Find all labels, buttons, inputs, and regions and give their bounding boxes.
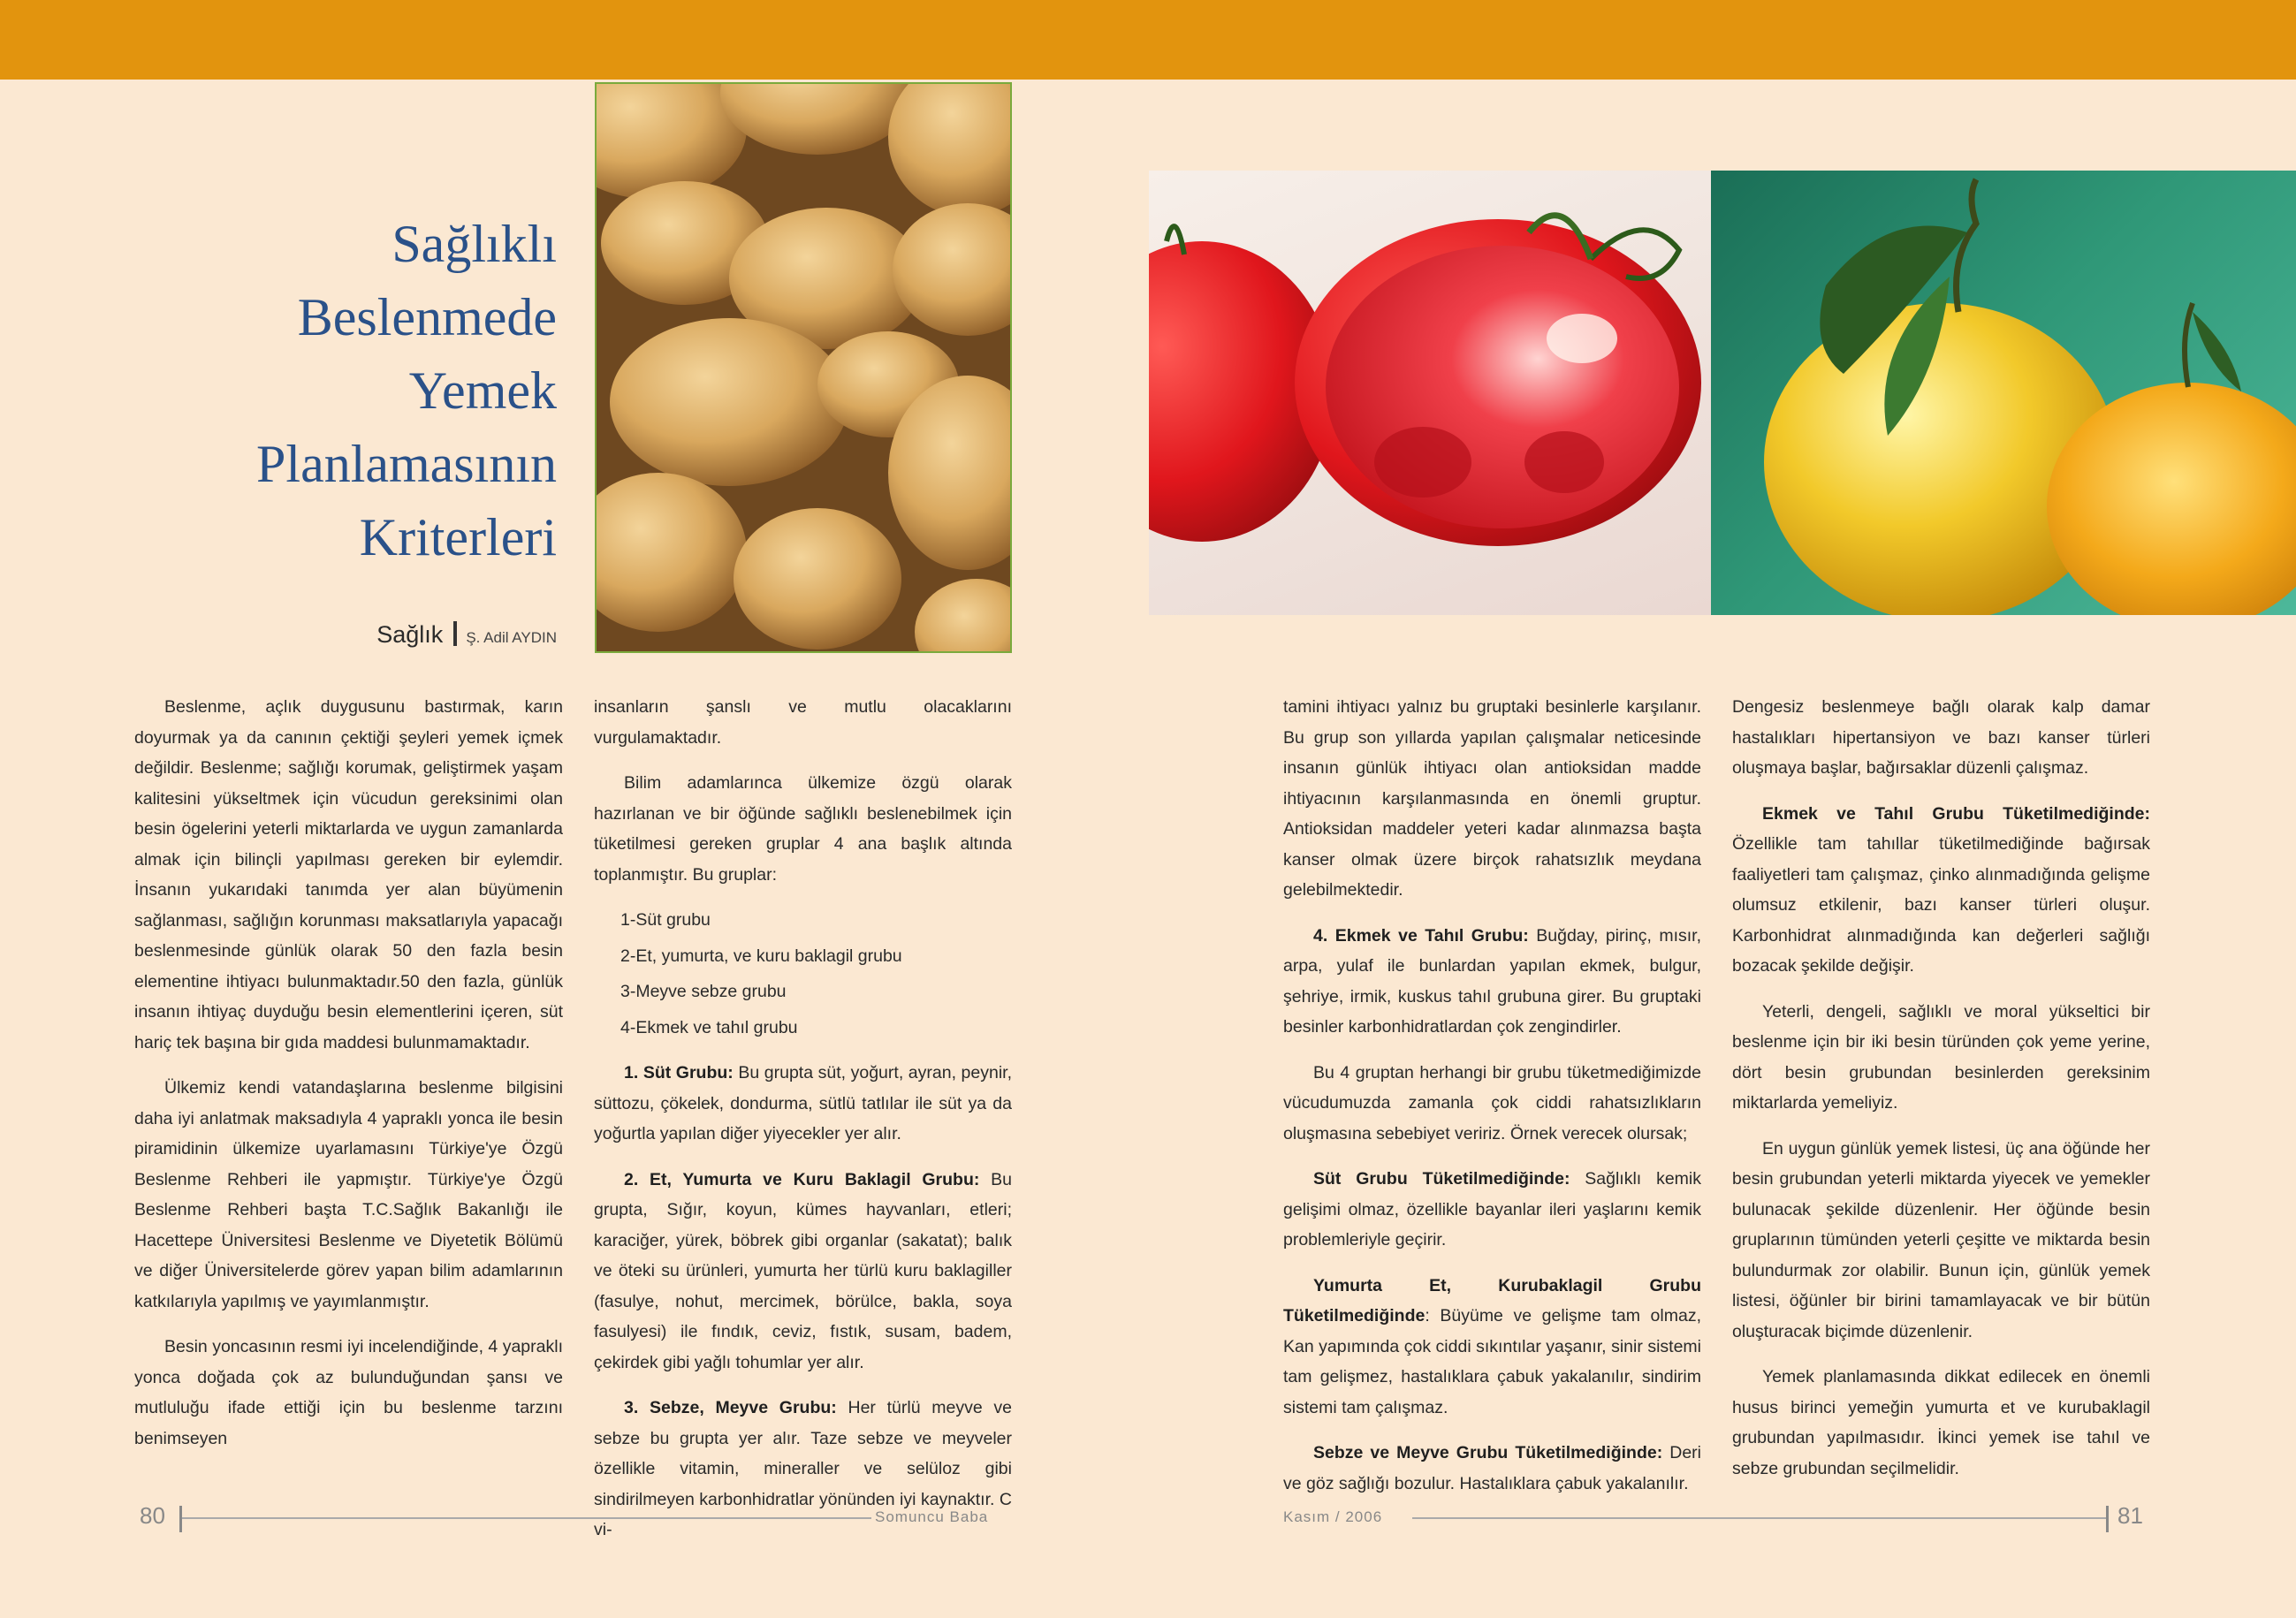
paragraph-text: Özellikle tam tahıllar tüketilmediğinde bağırsak faaliyetleri tam çalışmaz, çinko alınmadığında gelişme olumsuz etkilenir, bazı kanser türleri oluşur. Karbonhidrat alınmadığında kan değerleri sağlığı bozacak şekilde değişir.	[1732, 834, 2150, 976]
tomatoes-photo	[1149, 171, 1711, 615]
paragraph-text: Bu grupta süt, yoğurt, ayran, peynir, süttozu, çökelek, dondurma, sütlü tatlılar ile süt ya da yoğurtla yapılan diğer yiyecekler yer alır.	[594, 1063, 1013, 1143]
footer-rule	[182, 1517, 871, 1519]
top-color-bar	[0, 0, 2296, 80]
author-name: Ş. Adil AYDIN	[466, 629, 557, 646]
paragraph: En uygun günlük yemek listesi, üç ana öğünde her besin grubundan yeterli miktarda yiyecek ve yemekler bulunacak şekilde düzenlenir. Her öğünde besin gruplarının tümünden yeterli çeşitte ve miktarda besin bulundurmak zor olabilir. Bunun için, günlük yemek listesi, öğünler bir birini tamamlayacak ve bir bütün oluşturacak biçimde düzenlenir.	[1732, 1138, 2150, 1341]
text-column-3	[1283, 692, 1701, 1514]
text-column-2	[594, 692, 1012, 1561]
paragraph: Dengesiz beslenmeye bağlı olarak kalp damar hastalıkları hipertansiyon ve bazı kanser türleri oluşmaya başlar, bağırsaklar düzenli çalışmaz.	[1732, 697, 2150, 778]
article-title	[133, 208, 557, 574]
paragraph	[1732, 799, 2150, 982]
title-line: Planlamasının	[256, 435, 557, 493]
text-column-4	[1732, 692, 2150, 1499]
paragraph	[1283, 921, 1701, 1043]
text-column-1	[134, 692, 563, 1469]
byline-divider	[453, 621, 457, 646]
paragraph-text: Buğday, pirinç, mısır, arpa, yulaf ile bunlardan yapılan ekmek, bulgur, şehriye, irmik, kuskus tahıl grubuna girer. Bu gruptaki besinler karbonhidratlardan çok zengindirler.	[1283, 925, 1701, 1037]
paragraph-text: Sağlıklı kemik gelişimi olmaz, özellikle bayanlar ileri yaşlarını kemik problemleriyle geçirir.	[1283, 1169, 1701, 1250]
list-item: 1-Süt grubu	[620, 910, 711, 930]
paragraph	[1283, 1164, 1701, 1256]
paragraph: Bu 4 gruptan herhangi bir grubu tüketmediğimizde vücudumuzda zamanla çok ciddi rahatsızlıkların oluşmasına sebebiyet veririz. Örnek verecek olursak;	[1283, 1062, 1701, 1143]
byline	[265, 621, 557, 649]
paragraph	[1283, 1438, 1701, 1499]
paragraph: Bilim adamlarınca ülkemize özgü olarak hazırlanan ve bir öğünde sağlıklı beslenebilmek için tüketilmesi gereken gruplar 4 ana başlık altında toplanmıştır. Bu gruplar:	[594, 773, 1012, 885]
subheading: 4. Ekmek ve Tahıl Grubu:	[1313, 925, 1529, 946]
title-line: Yemek	[408, 361, 557, 420]
footer-divider	[179, 1506, 182, 1532]
issue-date: Kasım / 2006	[1283, 1508, 1383, 1525]
title-line: Kriterleri	[359, 508, 557, 566]
paragraph: Beslenme, açlık duygusunu bastırmak, karın doyurmak ya da canının çektiği şeyleri yemek içmek değildir. Beslenme; sağlığı korumak, geliştirmek yaşam kalitesini yükseltmek için vücudun gereksinimi olan besin ögelerini yeterli miktarlarda ve uygun zamanlarda almak için bilinçli yapılması gereken bir eylemdir. İnsanın yukarıdaki tanımda yer alan büyümenin sağlanması, sağlığın korunması maksatlarıyla yapacağı beslenmesinde günlük olarak 50 den fazla besin elementine ihtiyacı bulunmaktadır.50 den fazla, günlük insanın ihtiyaç duyduğu besin elementlerini içeren, süt hariç tek başına bir gıda maddesi bulunmamaktadır.	[134, 697, 563, 1052]
paragraph-text: : Büyüme ve gelişme tam olmaz, Kan yapımında çok ciddi sıkıntılar yaşanır, sinir sistemi tam gelişmez, hastalıklara çabuk yakalanılır, sindirim sistemi tam çalışmaz.	[1283, 1306, 1701, 1417]
title-line: Sağlıklı	[392, 215, 557, 273]
subheading: 1. Süt Grubu:	[624, 1063, 734, 1082]
left-page-number: 80	[140, 1502, 165, 1529]
title-line: Beslenmede	[297, 288, 557, 346]
list-item: 3-Meyve sebze grubu	[620, 982, 787, 1001]
subheading: Ekmek ve Tahıl Grubu Tüketilmediğinde:	[1762, 803, 2150, 824]
right-page-number: 81	[2117, 1502, 2143, 1529]
paragraph: tamini ihtiyacı yalnız bu gruptaki besinlerle karşılanır. Bu grup son yıllarda yapılan çalışmalar neticesinde insanın günlük ihtiyacı olan antioksidan madde ihtiyacının karşılanmasında en önemli gruptur. Antioksidan maddeler yeteri kadar alınmazsa başta kanser olmak üzere birçok rahatsızlık meydana gelebilmektedir.	[1283, 697, 1701, 900]
paragraph: Besin yoncasının resmi iyi incelendiğinde, 4 yapraklı yonca doğada çok az bulunduğundan şansı ve mutluluğu ifade ettiği için bu beslenme tarzını benimseyen	[134, 1337, 563, 1448]
paragraph-text: Her türlü meyve ve sebze bu grupta yer alır. Taze sebze ve meyveler özellikle vitamin, mineraller ve selüloz gibi sindirilmeyen karbonhidratlar yönünden iyi kaynaktır. C vi-	[594, 1398, 1012, 1539]
paragraph-text: Bu grupta, Sığır, koyun, kümes hayvanları, etleri; karaciğer, yürek, böbrek gibi organlar (sakatat); balık ve öteki su ürünleri, yumurta her türlü kuru baklagiller (fasulye, nohut, mercimek, börülce, bakla, soya fasulyesi) ile fındık, ceviz, fıstık, susam, badem, çekirdek gibi yağlı tohumlar yer alır.	[594, 1169, 1012, 1372]
subheading: Yumurta Et, Kurubaklagil Grubu Tüketilmediğinde	[1283, 1275, 1701, 1326]
lemons-photo	[1711, 171, 2296, 615]
footer-rule	[1412, 1517, 2106, 1519]
paragraph	[594, 1058, 1012, 1150]
paragraph: insanların şanslı ve mutlu olacaklarını vurgulamaktadır.	[594, 697, 1012, 748]
subheading: 3. Sebze, Meyve Grubu:	[624, 1398, 837, 1417]
paragraph: Yemek planlamasında dikkat edilecek en önemli husus birinci yemeğin yumurta et ve kurubaklagil grubundan yapılmasıdır. İkinci yemek ise tahıl ve sebze grubundan seçilmelidir.	[1732, 1367, 2150, 1478]
paragraph-text: Deri ve göz sağlığı bozulur. Hastalıklara çabuk yakalanılır.	[1283, 1443, 1702, 1493]
subheading: Süt Grubu Tüketilmediğinde:	[1313, 1169, 1570, 1189]
list-item: 2-Et, yumurta, ve kuru baklagil grubu	[620, 946, 902, 966]
list-item: 4-Ekmek ve tahıl grubu	[620, 1017, 798, 1037]
subheading: Sebze ve Meyve Grubu Tüketilmediğinde:	[1313, 1443, 1663, 1462]
footer-divider	[2106, 1506, 2109, 1532]
paragraph: Yeterli, dengeli, sağlıklı ve moral yükseltici bir beslenme için bir iki besin türünden çok yeme yerine, dört besin grubundan besinlerden gereksinim miktarlarda yemeliyiz.	[1732, 1001, 2150, 1113]
potatoes-photo	[595, 82, 1012, 653]
magazine-name: Somuncu Baba	[875, 1508, 989, 1525]
paragraph	[1283, 1271, 1701, 1424]
paragraph	[594, 1165, 1012, 1379]
subheading: 2. Et, Yumurta ve Kuru Baklagil Grubu:	[624, 1169, 980, 1189]
section-label: Sağlık	[376, 621, 444, 648]
paragraph: Ülkemiz kendi vatandaşlarına beslenme bilgisini daha iyi anlatmak maksadıyla 4 yapraklı yonca ile besin piramidinin ülkemize uyarlamasını Türkiye'ye Özgü Beslenme Rehberi ile yapmıştır. Türkiye'ye Özgü Beslenme Rehberi başta T.C.Sağlık Bakanlığı ile Hacettepe Üniversitesi Beslenme ve Diyetetik Bölümü ve diğer Üniversitelerde görev yapan bilim adamlarının katkılarıyla yapılmış ve yayımlanmıştır.	[134, 1078, 563, 1311]
